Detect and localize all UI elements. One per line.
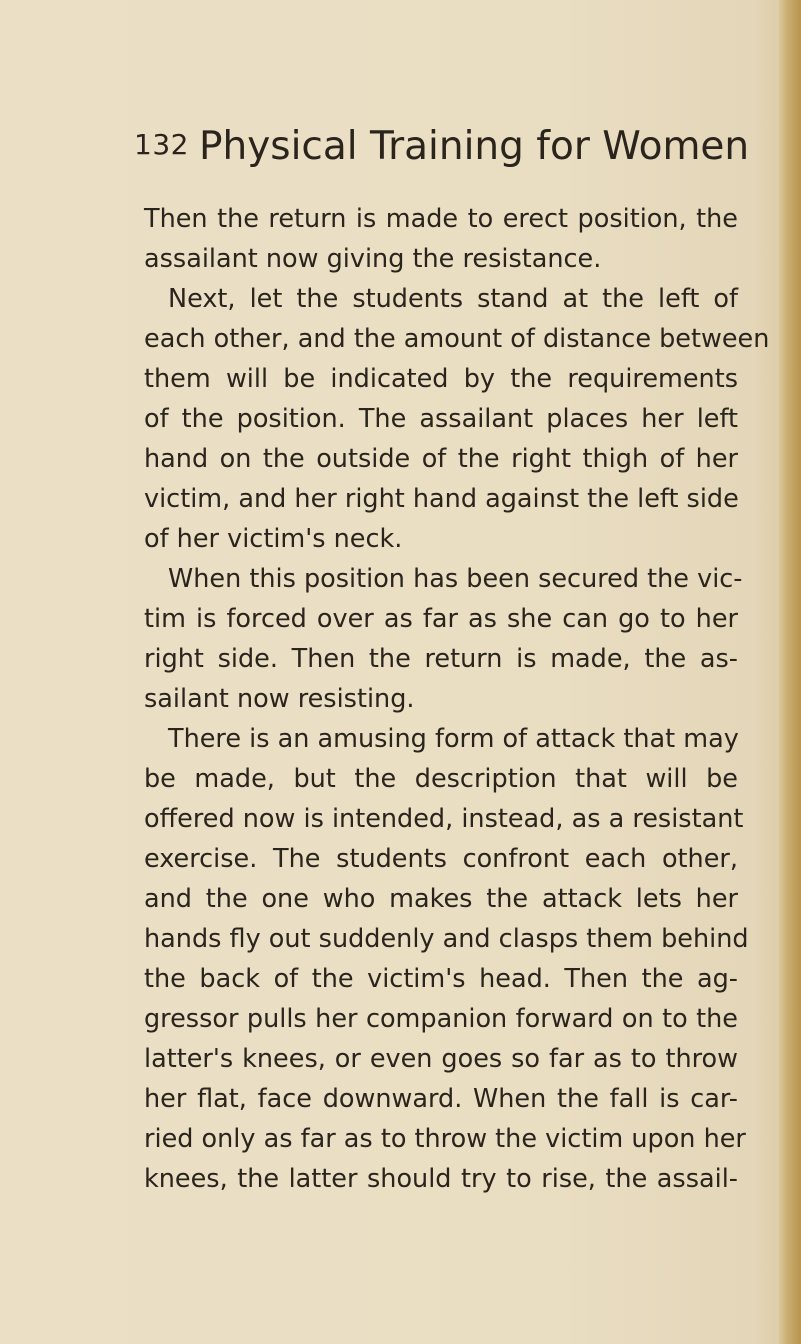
text-line: of the position. The assailant places her left — [144, 404, 738, 434]
text-line: right side. Then the return is made, the as- — [144, 644, 738, 674]
text-line: be made, but the description that will be — [144, 764, 738, 794]
text-line: sailant now resisting. — [144, 684, 415, 714]
text-line: her flat, face downward. When the fall is car- — [144, 1084, 738, 1114]
text-line: them will be indicated by the requirements — [144, 364, 738, 394]
text-line: hands fly out suddenly and clasps them behind — [144, 924, 749, 954]
body-text — [144, 199, 770, 1199]
text-line: and the one who makes the attack lets her — [144, 884, 738, 914]
running-header — [134, 124, 750, 184]
text-line: exercise. The students confront each other, — [144, 844, 738, 874]
text-line: of her victim's neck. — [144, 524, 403, 554]
text-line: victim, and her right hand against the left side — [144, 484, 739, 514]
running-title: Physical Training for Women — [198, 124, 750, 169]
text-line: ried only as far as to throw the victim upon her — [144, 1124, 746, 1154]
text-line: the back of the victim's head. Then the ag- — [144, 964, 738, 994]
page-number: 132 — [134, 128, 189, 161]
page-edge — [779, 0, 801, 1344]
text-line: Then the return is made to erect position, the — [144, 204, 738, 234]
text-line: knees, the latter should try to rise, the assail- — [144, 1164, 738, 1194]
text-line: Next, let the students stand at the left of — [168, 284, 738, 314]
text-line: offered now is intended, instead, as a resistant — [144, 804, 744, 834]
text-line: each other, and the amount of distance between — [144, 324, 770, 354]
text-line: When this position has been secured the vic- — [168, 564, 743, 594]
text-line: latter's knees, or even goes so far as to throw — [144, 1044, 738, 1074]
text-line: tim is forced over as far as she can go to her — [144, 604, 738, 634]
text-line: gressor pulls her companion forward on to the — [144, 1004, 738, 1034]
text-line: There is an amusing form of attack that may — [168, 724, 739, 754]
text-line: assailant now giving the resistance. — [144, 244, 602, 274]
text-line: hand on the outside of the right thigh of her — [144, 444, 738, 474]
